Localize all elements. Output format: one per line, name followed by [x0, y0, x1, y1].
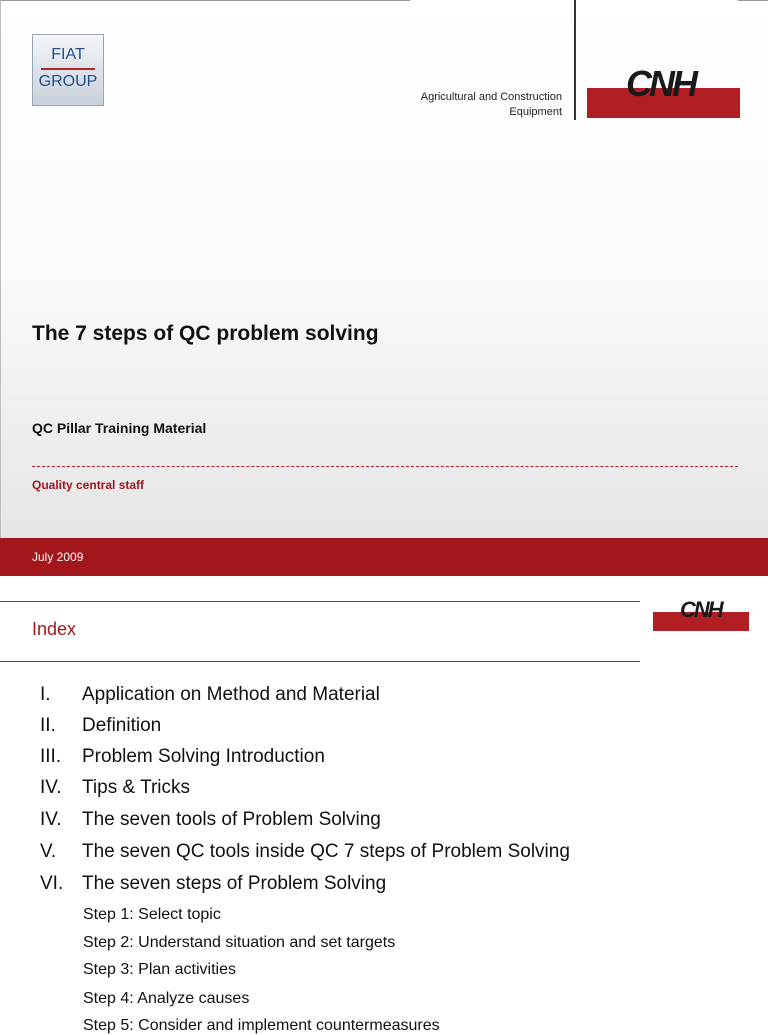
- fiat-logo-divider: [41, 68, 95, 70]
- step-item: Step 4: Analyze causes: [83, 990, 250, 1007]
- index-item-number: IV.: [40, 777, 62, 798]
- presentation-title: The 7 steps of QC problem solving: [32, 322, 379, 345]
- fiat-logo-line1: FIAT: [51, 46, 85, 63]
- step-item: Step 2: Understand situation and set targets: [83, 934, 396, 951]
- cnh-caption-line2: Equipment: [509, 106, 562, 118]
- cnh-logo-small: CNH: [680, 597, 722, 622]
- index-item-number: I.: [40, 684, 51, 705]
- index-item: [40, 715, 161, 737]
- index-item-number: VI.: [40, 873, 64, 894]
- footer-bar: [0, 538, 768, 576]
- index-item-number: III.: [40, 746, 62, 767]
- cnh-caption: [380, 90, 562, 120]
- index-item-number: IV.: [40, 809, 62, 830]
- index-item-label: Definition: [82, 715, 162, 736]
- index-item-label: The seven steps of Problem Solving: [82, 873, 387, 894]
- fiat-group-logo: [32, 34, 104, 106]
- presentation-date: July 2009: [32, 550, 84, 564]
- step-item: Step 1: Select topic: [83, 906, 221, 923]
- index-item-label: Tips & Tricks: [82, 777, 191, 798]
- index-item: [40, 684, 380, 706]
- index-slide: [0, 576, 768, 1034]
- heading-rule-top: [0, 601, 640, 602]
- fiat-logo-line2: GROUP: [38, 73, 98, 90]
- step-item: Step 5: Consider and implement countermeasures: [83, 1017, 440, 1034]
- dashed-divider: [32, 466, 738, 467]
- top-border-right: [738, 0, 768, 1]
- presentation-subtitle: QC Pillar Training Material: [32, 420, 207, 436]
- heading-rule-bottom: [0, 661, 640, 662]
- author-staff: Quality central staff: [32, 478, 145, 492]
- index-item: [40, 841, 570, 863]
- index-item: [40, 809, 381, 831]
- index-item-number: II.: [40, 715, 56, 736]
- index-item: [40, 873, 386, 895]
- index-item-label: Application on Method and Material: [82, 684, 380, 705]
- cnh-logo: CNH: [626, 63, 695, 104]
- index-item: [40, 777, 190, 799]
- index-heading: Index: [32, 619, 77, 639]
- index-item-label: Problem Solving Introduction: [82, 746, 325, 767]
- step-item: Step 3: Plan activities: [83, 961, 236, 978]
- top-border: [0, 0, 410, 1]
- logo-separator: [574, 0, 576, 120]
- index-item: [40, 746, 325, 768]
- cnh-caption-line1: Agricultural and Construction: [420, 91, 562, 103]
- left-border: [0, 0, 1, 538]
- index-item-label: The seven tools of Problem Solving: [82, 809, 381, 830]
- index-item-label: The seven QC tools inside QC 7 steps of Problem Solving: [82, 841, 570, 862]
- index-item-number: V.: [40, 841, 57, 862]
